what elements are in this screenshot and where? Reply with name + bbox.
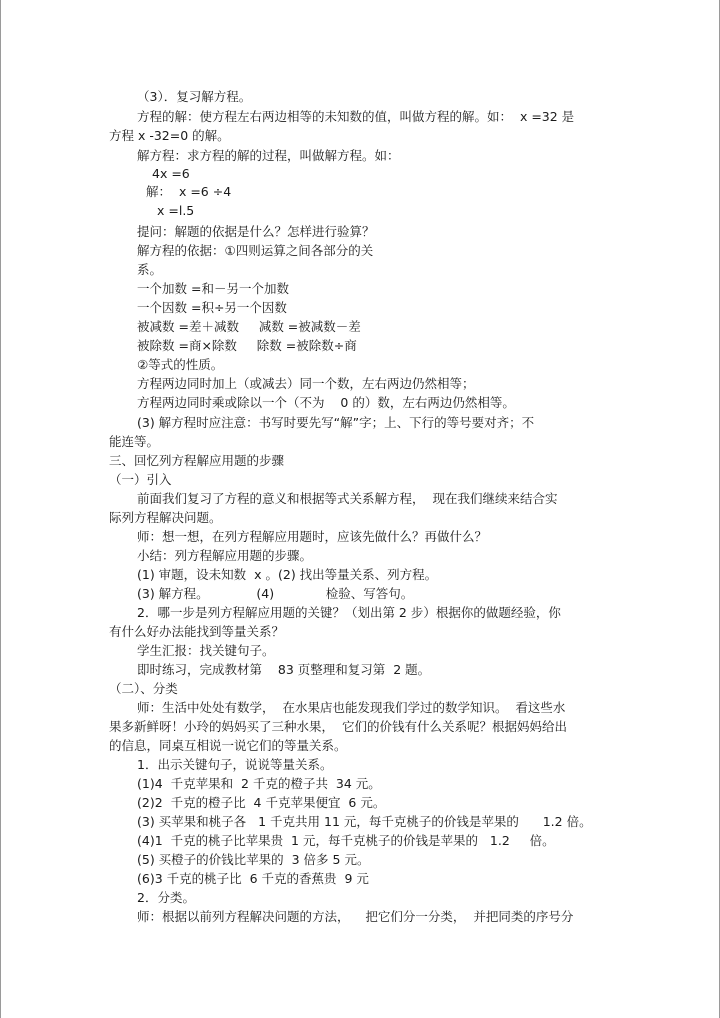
text-line: （3）．复习解方程。 [137,89,252,104]
text-line: (1) 审题，设未知数 x 。(2) 找出等量关系、列方程。 [137,567,438,582]
text-line: (6)3 千克的桃子比 6 千克的香蕉贵 9 元 [137,871,369,886]
text-line: 解方程的依据：①四则运算之间各部分的关 [137,243,374,258]
text-line: 师：想一想，在列方程解应用题时，应该先做什么？再做什么？ [137,529,488,544]
subsection-heading: （一）引入 [109,472,172,487]
text-line: 果多新鲜呀！小玲的妈妈买了三种水果， 它们的价钱有什么关系呢？根据妈妈给出 [109,719,567,734]
text-line: 学生汇报：找关键句子。 [137,643,275,658]
text-line: 系。 [137,262,163,277]
text-line: 有什么好办法能找到等量关系？ [109,624,285,639]
text-line: 一个加数 =和－另一个加数 [137,281,289,296]
text-line: 1．出示关键句子，说说等量关系。 [137,757,333,772]
text-line: 解： x =6 ÷4 [146,184,232,199]
text-line: 方程 x -32=0 的解。 [109,128,230,143]
text-line: (4)1 千克的桃子比苹果贵 1 元，每千克桃子的价钱是苹果的 1.2 倍。 [137,833,555,848]
text-line: 被除数 =商×除数 除数 =被除数÷商 [137,338,357,353]
text-line: 方程两边同时加上（或减去）同一个数，左右两边仍然相等； [137,376,475,391]
text-line: 师：生活中处处有数学， 在水果店也能发现我们学过的数学知识。 看这些水 [137,700,566,715]
text-line: 即时练习，完成教材第 83 页整理和复习第 2 题。 [137,662,431,677]
text-line: 4x =6 [152,166,190,181]
text-line: 的信息，同桌互相说一说它们的等量关系。 [109,738,347,753]
text-line: x =l.5 [157,203,195,218]
text-line: (3) 解方程。 (4) 检验、写答句。 [137,586,414,601]
text-line: ②等式的性质。 [137,357,224,372]
text-line: (3) 买苹果和桃子各 1 千克共用 11 元，每千克桃子的价钱是苹果的 1.2 倍。 [137,814,592,829]
subsection-heading: （二）、分类 [109,681,178,696]
text-line: (3) 解方程时应注意：书写时要先写“解”字；上、下行的等号要对齐；不 [137,415,535,430]
page-border-left [0,0,1,1018]
text-line: 前面我们复习了方程的意义和根据等式关系解方程， 现在我们继续来结合实 [137,491,558,506]
text-line: (1)4 千克苹果和 2 千克的橙子共 34 元。 [137,776,381,791]
text-line: 小结：列方程解应用题的步骤。 [137,548,313,563]
section-heading: 三、回忆列方程解应用题的步骤 [109,453,285,468]
text-line: 提问：解题的依据是什么？怎样进行验算？ [137,224,375,239]
text-line: 被减数 =差＋减数 减数 =被减数－差 [137,319,361,334]
text-line: 方程的解：使方程左右两边相等的未知数的值，叫做方程的解。如： x =32 是 [137,109,575,124]
text-line: 2．分类。 [137,890,195,905]
text-line: 解方程：求方程的解的过程，叫做解方程。如： [137,148,400,163]
text-line: 2．哪一步是列方程解应用题的关键？（划出第 2 步）根据你的做题经验，你 [137,605,561,620]
text-line: 师：根据以前列方程解决问题的方法， 把它们分一分类， 并把同类的序号分 [137,909,574,924]
text-line: (5) 买橙子的价钱比苹果的 3 倍多 5 元。 [137,852,370,867]
text-line: 际列方程解决问题。 [109,510,222,525]
text-line: 能连等。 [109,434,160,449]
text-line: (2)2 千克的橙子比 4 千克苹果便宜 6 元。 [137,795,386,810]
text-line: 方程两边同时乘或除以一个（不为 0 的）数，左右两边仍然相等。 [137,395,515,410]
text-line: 一个因数 =积÷另一个因数 [137,300,287,315]
